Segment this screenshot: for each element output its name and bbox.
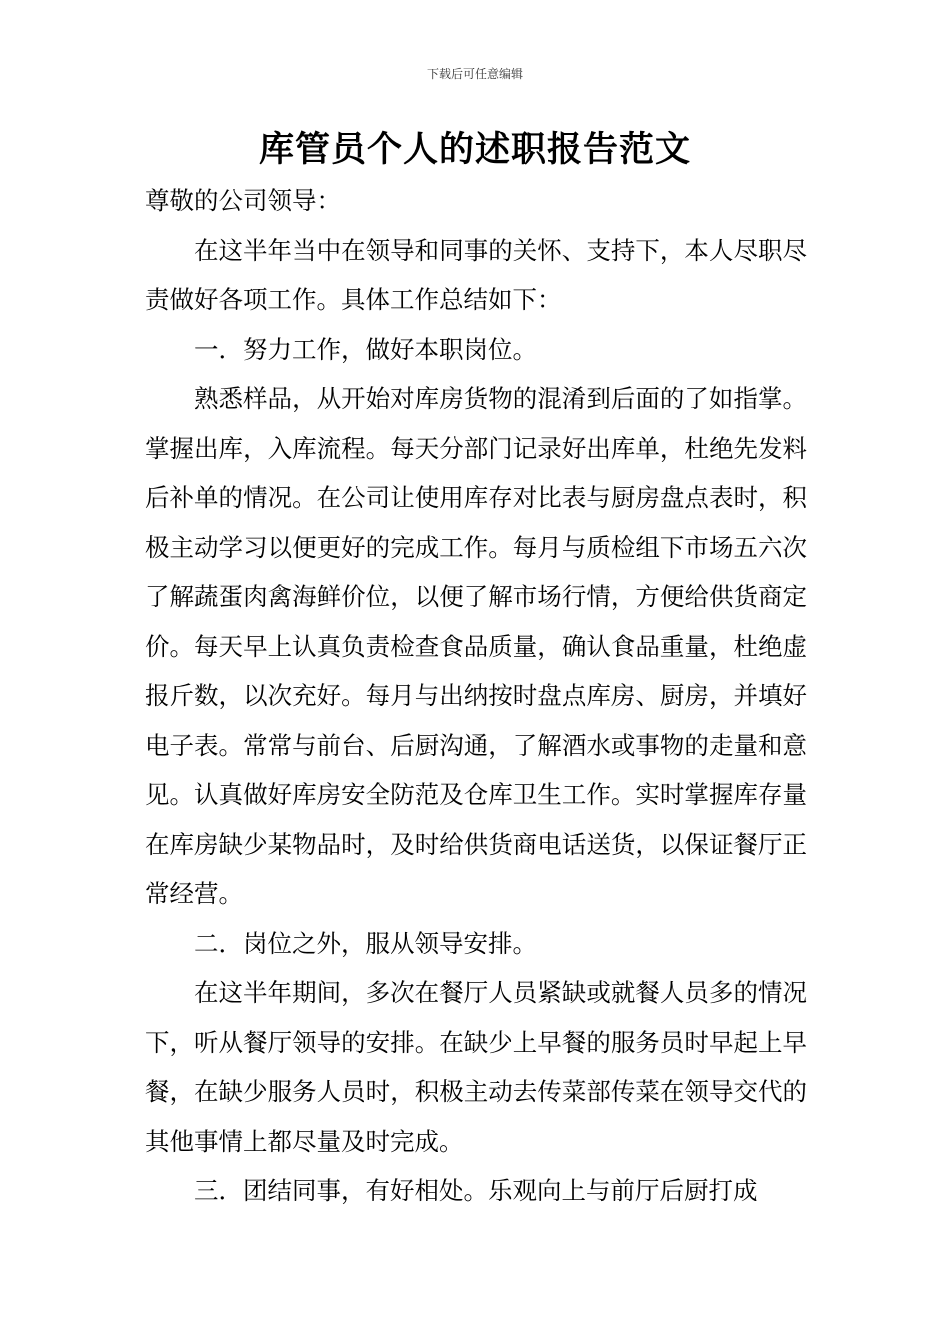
section-heading-1: 一．努力工作，做好本职岗位。 — [194, 334, 537, 364]
document-title: 库管员个人的述职报告范文 — [258, 130, 691, 170]
paragraph-intro: 在这半年当中在领导和同事的关怀、支持下，本人尽职尽责做好各项工作。具体工作总结如下： — [145, 235, 807, 314]
paragraph-section-1: 熟悉样品，从开始对库房货物的混淆到后面的了如指掌。掌握出库，入库流程。每天分部门记录好出库单，杜绝先发料后补单的情况。在公司让使用库存对比表与厨房盘点表时，积极主动学习以便更好的完成工作。每月与质检组下市场五六次了解蔬蛋肉禽海鲜价位，以便了解市场行情，方便给供货商定价。每天早上认真负责检查食品质量，确认食品重量，杜绝虚报斤数，以次充好。每月与出纳按时盘点库房、厨房，并填好电子表。常常与前台、后厨沟通，了解酒水或事物的走量和意见。认真做好库房安全防范及仓库卫生工作。实时掌握库存量在库房缺少某物品时，及时给供货商电话送货，以保证餐厅正常经营。 — [145, 384, 807, 908]
paragraph-section-3: 三．团结同事，有好相处。乐观向上与前厅后厨打成 — [194, 1176, 758, 1205]
header-note: 下载后可任意编辑 — [426, 67, 523, 81]
paragraph-section-2: 在这半年期间，多次在餐厅人员紧缺或就餐人员多的情况下，听从餐厅领导的安排。在缺少上早餐的服务员时早起上早餐，在缺少服务人员时，积极主动去传菜部传菜在领导交代的其他事情上都尽量及时完成。 — [145, 978, 807, 1156]
salutation: 尊敬的公司领导： — [145, 186, 341, 215]
section-heading-2: 二．岗位之外，服从领导安排。 — [194, 928, 537, 958]
document-body — [145, 176, 807, 1216]
